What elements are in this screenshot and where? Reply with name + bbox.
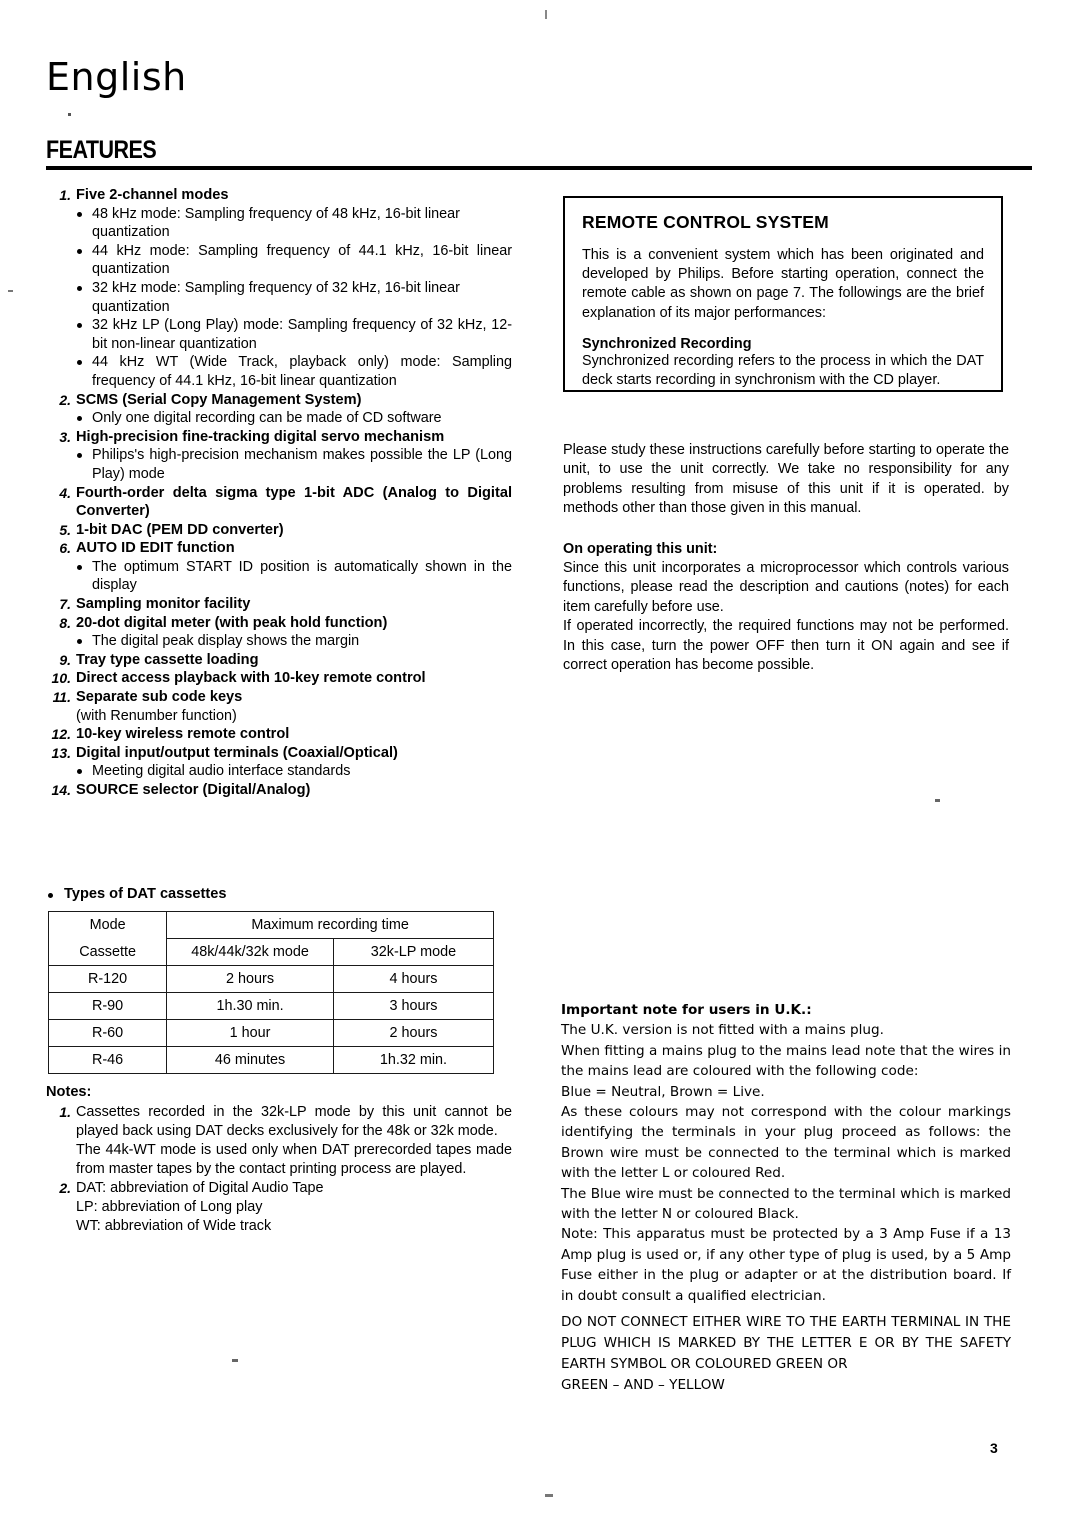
scan-speck	[8, 290, 13, 292]
right-column-body	[563, 441, 1009, 675]
cassette-label: R-60	[49, 1020, 167, 1047]
feature-title: AUTO ID EDIT function	[76, 540, 235, 557]
scan-speck	[935, 799, 940, 802]
bullet-icon	[77, 360, 82, 365]
uk-note-paragraph-4: Note: This apparatus must be protected by a 3 Amp Fuse if a 13 Amp plug is used or, if any other type of plug is used, by a 5 Amp Fuse either in the plug or adapter or at the distribution board. If in doubt consult a qualified electrician.	[561, 1226, 1011, 1304]
feature-number: 7.	[59, 596, 71, 613]
feature-title: 20-dot digital meter (with peak hold function)	[76, 614, 388, 631]
bullet-icon	[77, 286, 82, 291]
feature-item	[46, 651, 512, 670]
note-line: LP: abbreviation of Long play	[76, 1199, 263, 1215]
scan-speck	[545, 10, 547, 19]
remote-control-system-title: REMOTE CONTROL SYSTEM	[582, 212, 829, 232]
column-header-std-mode: 48k/44k/32k mode	[167, 939, 334, 966]
bullet-icon	[77, 453, 82, 458]
feature-item	[46, 595, 512, 614]
feature-bullets	[76, 205, 512, 391]
feature-bullets	[76, 409, 512, 428]
feature-number: 11.	[52, 689, 71, 706]
scan-speck	[232, 1359, 238, 1362]
table-row	[49, 1047, 494, 1074]
feature-item	[46, 428, 512, 484]
uk-note-heading: Important note for users in U.K.:	[561, 1002, 812, 1018]
feature-title: Direct access playback with 10-key remote control	[76, 670, 426, 687]
feature-number: 6.	[59, 540, 71, 557]
synchronized-recording-body: Synchronized recording refers to the process in which the DAT deck starts recording in synchronism with the CD player.	[582, 352, 984, 389]
feature-bullet	[76, 353, 512, 390]
table-row	[49, 966, 494, 993]
feature-bullet-text: The optimum START ID position is automatically shown in the display	[92, 558, 512, 594]
left-column	[46, 186, 512, 800]
feature-item	[46, 484, 512, 521]
feature-item	[46, 186, 512, 391]
feature-title: Tray type cassette loading	[76, 651, 259, 668]
feature-bullet	[76, 242, 512, 279]
uk-note-paragraph-2: As these colours may not correspond with the colour markings identifying the terminals in your plug proceed as follows: the Brown wire must be connected to the terminal which is marked with the letter L or coloured Red.	[561, 1104, 1011, 1182]
uk-note-line-1: The U.K. version is not fitted with a mains plug.	[561, 1022, 884, 1039]
feature-bullets	[76, 558, 512, 595]
table-row	[49, 912, 494, 939]
feature-bullet	[76, 409, 512, 428]
feature-bullet-text: Only one digital recording can be made of CD software	[92, 410, 442, 427]
cassette-lp-time: 2 hours	[333, 1020, 493, 1047]
study-instructions-paragraph: Please study these instructions carefully before starting to operate the unit, to use the unit correctly. We take no responsibility for any problems resulting from misuse of this unit if it is operated. by methods other than those given in this manual.	[563, 442, 1009, 517]
feature-number: 14.	[51, 782, 71, 798]
feature-bullet-text: 32 kHz LP (Long Play) mode: Sampling frequency of 32 kHz, 12-bit non-linear quantization	[92, 317, 512, 352]
bullet-icon	[77, 416, 82, 421]
earth-terminal-warning-main: DO NOT CONNECT EITHER WIRE TO THE EARTH TERMINAL IN THE PLUG WHICH IS MARKED BY THE LETTER E OR BY THE SAFETY EARTH SYMBOL OR COLOURED GREEN OR	[561, 1314, 1011, 1372]
feature-number: 8.	[59, 614, 71, 631]
feature-bullet-text: Philips's high-precision mechanism makes possible the LP (Long Play) mode	[92, 447, 512, 482]
feature-number: 5.	[59, 521, 71, 538]
earth-terminal-warning	[561, 1312, 1011, 1396]
cassette-label: R-120	[49, 966, 167, 993]
bullet-icon	[77, 565, 82, 570]
feature-bullet	[76, 279, 512, 316]
operating-unit-heading: On operating this unit:	[563, 540, 718, 557]
feature-title: Digital input/output terminals (Coaxial/Optical)	[76, 744, 398, 761]
feature-number: 9.	[59, 651, 71, 668]
feature-bullet-text: The digital peak display shows the margin	[92, 633, 360, 650]
feature-item	[46, 781, 512, 800]
note-item	[46, 1179, 512, 1236]
feature-item	[46, 539, 512, 595]
feature-item	[46, 669, 512, 688]
cassette-table	[48, 911, 494, 1074]
column-header-lp-mode: 32k-LP mode	[333, 939, 493, 966]
cassette-std-time: 1 hour	[167, 1020, 334, 1047]
feature-bullet-text: 48 kHz mode: Sampling frequency of 48 kHz, 16-bit linear quantization	[92, 205, 460, 241]
bullet-icon	[77, 769, 82, 774]
feature-item	[46, 521, 512, 540]
uk-note-paragraph-1: When fitting a mains plug to the mains lead note that the wires in the mains lead are coloured with the following code:	[561, 1042, 1011, 1080]
cassette-std-time: 46 minutes	[167, 1047, 334, 1074]
feature-title: Separate sub code keys	[76, 689, 243, 706]
feature-item	[46, 688, 512, 725]
cassette-lp-time: 3 hours	[333, 993, 493, 1020]
uk-note-section	[561, 1000, 1011, 1306]
feature-bullet	[76, 762, 512, 781]
note-number: 2.	[59, 1180, 71, 1196]
note-paragraph: The 44k-WT mode is used only when DAT prerecorded tapes made from master tapes by the contact printing process are played.	[76, 1142, 512, 1177]
note-line: DAT: abbreviation of Digital Audio Tape	[76, 1180, 324, 1196]
features-list	[46, 186, 512, 800]
remote-control-system-intro: This is a convenient system which has been originated and developed by Philips. Before starting operation, connect the remote cable as shown on page 7. The followings are the brief explanation of its major performances:	[582, 247, 984, 321]
feature-title: Sampling monitor facility	[76, 596, 251, 613]
feature-title: High-precision fine-tracking digital servo mechanism	[76, 428, 445, 445]
note-number: 1.	[59, 1104, 71, 1120]
remote-control-system-box	[563, 196, 1003, 392]
feature-item	[46, 725, 512, 744]
cassette-label: R-46	[49, 1047, 167, 1074]
feature-number: 3.	[59, 428, 71, 445]
section-heading-features: FEATURES	[46, 136, 157, 164]
feature-bullet-text: 44 kHz WT (Wide Track, playback only) mode: Sampling frequency of 44.1 kHz, 16-bit linear quantization	[92, 354, 512, 389]
feature-item	[46, 391, 512, 428]
feature-bullet	[76, 446, 512, 483]
table-row	[49, 993, 494, 1020]
paragraph-spacer	[563, 519, 1009, 540]
scan-speck	[545, 1494, 553, 1497]
feature-item	[46, 614, 512, 651]
scan-speck	[68, 113, 71, 116]
earth-terminal-warning-last: GREEN – AND – YELLOW	[561, 1377, 725, 1393]
feature-bullet-text: 44 kHz mode: Sampling frequency of 44.1 kHz, 16-bit linear quantization	[92, 242, 512, 278]
feature-number: 2.	[59, 391, 71, 408]
bullet-icon	[77, 249, 82, 254]
bullet-icon	[48, 893, 53, 898]
feature-bullets	[76, 446, 512, 483]
page-number: 3	[990, 1440, 998, 1456]
feature-bullets	[76, 632, 512, 651]
feature-number: 10.	[51, 670, 71, 687]
bullet-icon	[77, 323, 82, 328]
table-row	[49, 939, 494, 966]
feature-title: Five 2-channel modes	[76, 187, 229, 203]
cassette-table-heading	[47, 886, 226, 902]
bullet-icon	[77, 639, 82, 644]
note-item	[46, 1103, 512, 1179]
notes-section	[46, 1083, 512, 1236]
cassette-lp-time: 1h.32 min.	[333, 1047, 493, 1074]
feature-bullet	[76, 316, 512, 353]
operating-unit-paragraph-2: If operated incorrectly, the required functions may not be performed. In this case, turn the power OFF then turn it ON again and see if correct operation has become possible.	[563, 618, 1009, 674]
corner-header-cassette: Cassette	[49, 939, 167, 966]
feature-bullet-text: Meeting digital audio interface standards	[92, 763, 351, 780]
language-title: English	[46, 55, 187, 99]
uk-note-line-2: Blue = Neutral, Brown = Live.	[561, 1083, 765, 1100]
feature-bullet	[76, 632, 512, 651]
feature-item	[46, 744, 512, 781]
feature-number: 1.	[59, 187, 71, 203]
notes-heading: Notes:	[46, 1084, 92, 1100]
feature-title: 1-bit DAC (PEM DD converter)	[76, 521, 284, 538]
feature-title: SCMS (Serial Copy Management System)	[76, 391, 362, 408]
feature-bullet-text: 32 kHz mode: Sampling frequency of 32 kHz, 16-bit linear quantization	[92, 279, 460, 315]
feature-bullet	[76, 205, 512, 242]
bullet-icon	[77, 212, 82, 217]
span-header-recording-time: Maximum recording time	[167, 912, 494, 939]
synchronized-recording-heading: Synchronized Recording	[582, 335, 752, 352]
uk-note-paragraph-3: The Blue wire must be connected to the terminal which is marked with the letter N or coloured Black.	[561, 1185, 1011, 1223]
feature-subline: (with Renumber function)	[76, 707, 237, 724]
feature-number: 13.	[51, 744, 71, 761]
table-row	[49, 1020, 494, 1047]
operating-unit-paragraph-1: Since this unit incorporates a microprocessor which controls various functions, please read the description and cautions (notes) for each item carefully before use.	[563, 560, 1009, 615]
note-line: WT: abbreviation of Wide track	[76, 1218, 272, 1234]
feature-number: 12.	[51, 726, 71, 743]
cassette-lp-time: 4 hours	[333, 966, 493, 993]
cassette-label: R-90	[49, 993, 167, 1020]
note-paragraph: Cassettes recorded in the 32k-LP mode by this unit cannot be played back using DAT decks exclusively for the 48k or 32k mode.	[76, 1104, 512, 1139]
section-heading-rule	[46, 166, 1032, 170]
feature-title: SOURCE selector (Digital/Analog)	[76, 782, 311, 798]
feature-number: 4.	[59, 484, 71, 501]
feature-title: 10-key wireless remote control	[76, 726, 290, 743]
cassette-std-time: 1h.30 min.	[167, 993, 334, 1020]
feature-title: Fourth-order delta sigma type 1-bit ADC (Analog to Digital Converter)	[76, 484, 512, 520]
feature-bullet	[76, 558, 512, 595]
cassette-std-time: 2 hours	[167, 966, 334, 993]
corner-header-mode: Mode	[49, 912, 167, 939]
cassette-table-heading-text: Types of DAT cassettes	[64, 886, 227, 902]
feature-bullets	[76, 762, 512, 781]
